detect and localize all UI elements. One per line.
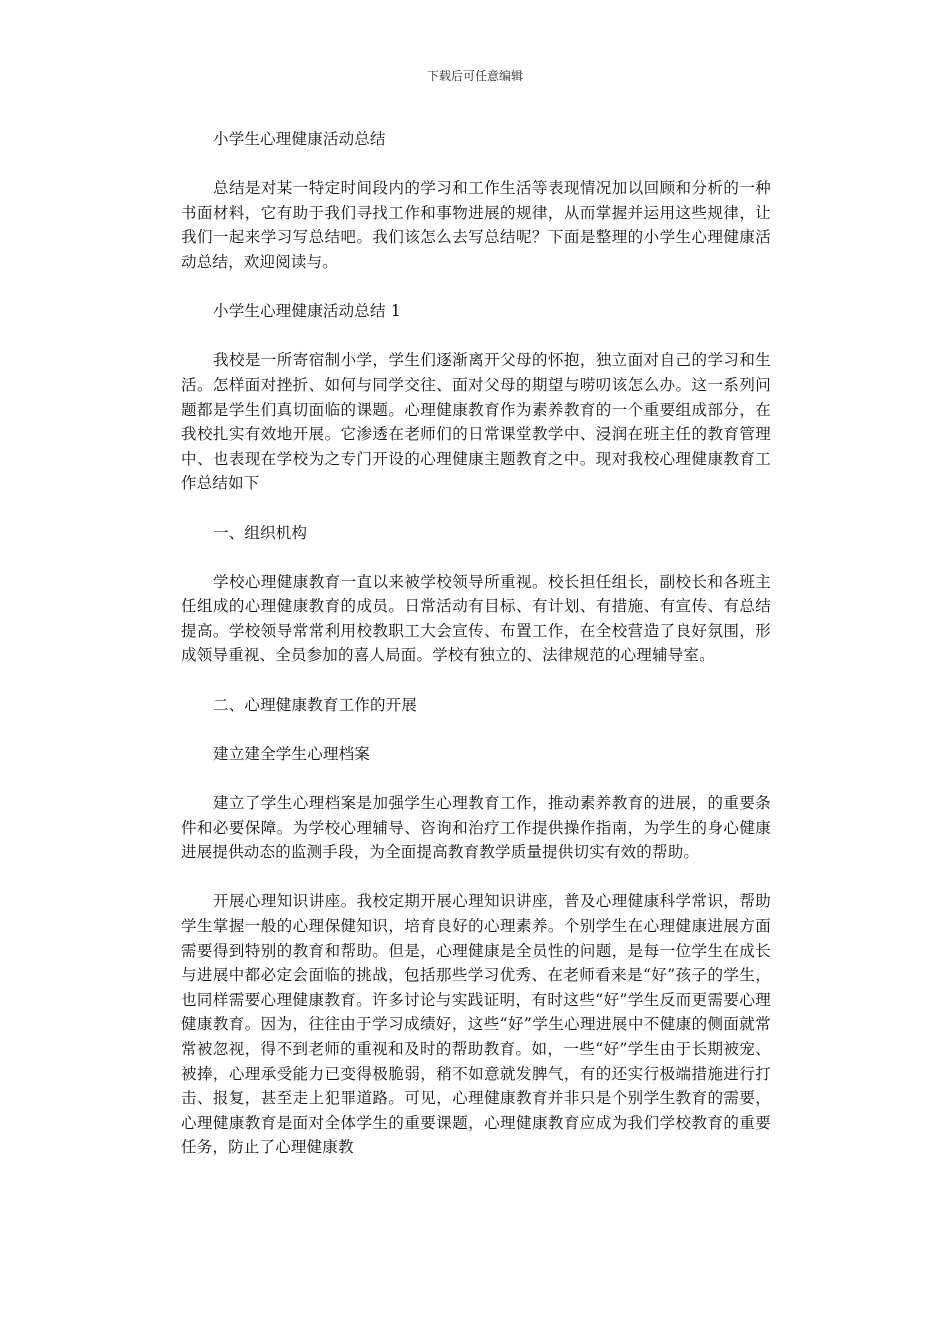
organization-heading: 一、组织机构 <box>213 523 308 542</box>
school-paragraph: 我校是一所寄宿制小学，学生们逐渐离开父母的怀抱，独立面对自己的学习和生活。怎样面对挫折、如何与同学交往、面对父母的期望与唠叨该怎么办。这一系列问题都是学生们真切面临的课题。心理健康教育作为素养教育的一个重要组成部分，在我校扎实有效地开展。它渗透在老师们的日常课堂教学中、浸润在班主任的教育管理中、也表现在学校为之专门开设的心理健康主题教育之中。现对我校心理健康教育工作总结如下 <box>181 351 771 493</box>
section-heading-1: 小学生心理健康活动总结 1 <box>213 302 401 321</box>
document-body <box>181 127 771 1160</box>
work-heading: 二、心理健康教育工作的开展 <box>213 695 418 714</box>
organization-paragraph: 学校心理健康教育一直以来被学校领导所重视。校长担任组长，副校长和各班主任组成的心理健康教育的成员。日常活动有目标、有计划、有措施、有宣传、有总结提高。学校领导常常利用校教职工大会宣传、布置工作，在全校营造了良好氛围，形成领导重视、全员参加的喜人局面。学校有独立的、法律规范的心理辅导室。 <box>181 572 771 665</box>
document-title: 小学生心理健康活动总结 <box>213 130 386 148</box>
page-header: 下载后可任意编辑 <box>426 69 523 83</box>
intro-paragraph: 总结是对某一特定时间段内的学习和工作生活等表现情况加以回顾和分析的一种书面材料，它有助于我们寻找工作和事物进展的规律，从而掌握并运用这些规律，让我们一起来学习写总结吧。我们该怎么去写总结呢？下面是整理的小学生心理健康活动总结，欢迎阅读与。 <box>181 179 771 271</box>
lecture-paragraph: 开展心理知识讲座。我校定期开展心理知识讲座，普及心理健康科学常识，帮助学生掌握一般的心理保健知识，培育良好的心理素养。个别学生在心理健康进展方面需要得到特别的教育和帮助。但是，心理健康是全员性的问题，是每一位学生在成长与进展中都必定会面临的挑战，包括那些学习优秀、在老师看来是“好”孩子的学生，也同样需要心理健康教育。许多讨论与实践证明，有时这些“好”学生反而更需要心理健康教育。因为，往往由于学习成绩好，这些“好”学生心理进展中不健康的侧面就常常被忽视，得不到老师的重视和及时的帮助教育。如，一些“好”学生由于长期被宠、被捧，心理承受能力已变得极脆弱，稍不如意就发脾气，有的还实行极端措施进行打击、报复，甚至走上犯罪道路。可见，心理健康教育并非只是个别学生教育的需要，心理健康教育是面对全体学生的重要课题，心理健康教育应成为我们学校教育的重要任务，防止了心理健康教 <box>181 892 771 1157</box>
archive-heading: 建立建全学生心理档案 <box>213 744 371 763</box>
archive-paragraph: 建立了学生心理档案是加强学生心理教育工作，推动素养教育的进展，的重要条件和必要保障。为学校心理辅导、咨询和治疗工作提供操作指南，为学生的身心健康进展提供动态的监测手段，为全面提高教育教学质量提供切实有效的帮助。 <box>181 794 771 862</box>
